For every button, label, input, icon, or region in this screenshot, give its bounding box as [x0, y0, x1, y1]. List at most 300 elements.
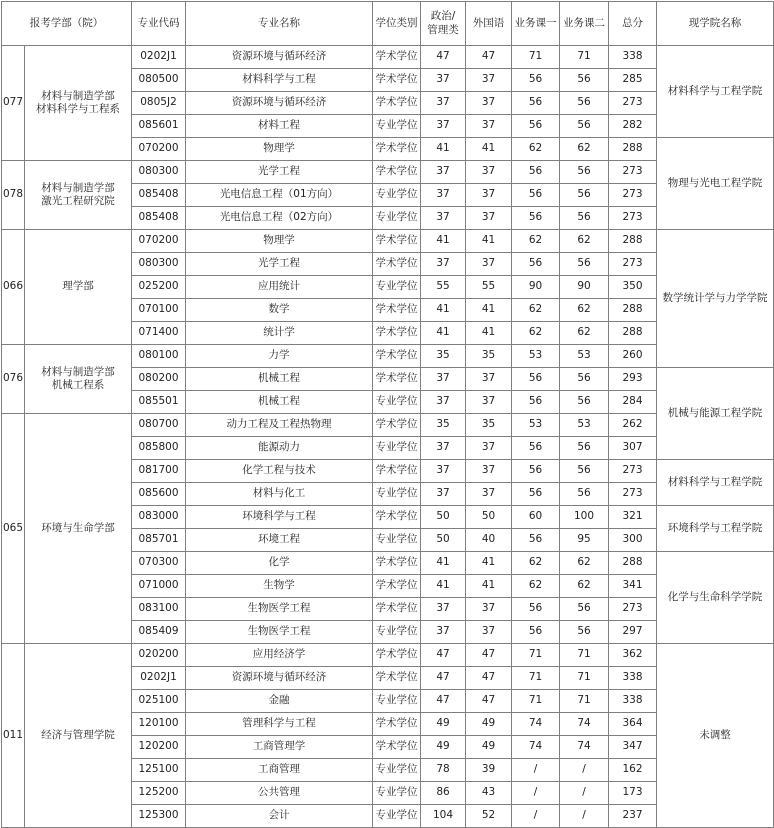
cell-code: 080700 [132, 414, 186, 437]
cell-type: 学术学位 [373, 575, 421, 598]
cell-politics: 37 [421, 483, 466, 506]
cell-total: 237 [609, 805, 657, 828]
cell-name: 动力工程及工程热物理 [186, 414, 373, 437]
cell-politics: 47 [421, 667, 466, 690]
cell-code: 083000 [132, 506, 186, 529]
cell-code: 085701 [132, 529, 186, 552]
cell-name: 物理学 [186, 230, 373, 253]
cell-type: 学术学位 [373, 299, 421, 322]
dept-code: 077 [2, 46, 25, 161]
cell-type: 学术学位 [373, 460, 421, 483]
cell-politics: 49 [421, 736, 466, 759]
cell-name: 应用经济学 [186, 644, 373, 667]
cell-politics: 47 [421, 46, 466, 69]
cell-foreign: 37 [466, 460, 512, 483]
cell-code: 085409 [132, 621, 186, 644]
cell-c2: 74 [560, 713, 609, 736]
cell-c1: 71 [512, 46, 560, 69]
cell-politics: 41 [421, 322, 466, 345]
cell-type: 专业学位 [373, 207, 421, 230]
cell-c2: 56 [560, 460, 609, 483]
cell-politics: 37 [421, 161, 466, 184]
dept-name [25, 345, 132, 414]
cell-code: 0202J1 [132, 667, 186, 690]
cell-total: 288 [609, 138, 657, 161]
cell-code: 085501 [132, 391, 186, 414]
cell-name: 化学 [186, 552, 373, 575]
cell-name: 材料工程 [186, 115, 373, 138]
cell-politics: 37 [421, 621, 466, 644]
cell-total: 262 [609, 414, 657, 437]
header-dept: 报考学部（院） [2, 2, 132, 46]
cell-c2: 100 [560, 506, 609, 529]
cell-foreign: 37 [466, 483, 512, 506]
cell-code: 070300 [132, 552, 186, 575]
cell-c1: 74 [512, 713, 560, 736]
cell-total: 364 [609, 713, 657, 736]
cell-total: 284 [609, 391, 657, 414]
cell-politics: 41 [421, 299, 466, 322]
cell-c2: 56 [560, 253, 609, 276]
cell-name: 应用统计 [186, 276, 373, 299]
cell-c2: 62 [560, 138, 609, 161]
cell-type: 学术学位 [373, 667, 421, 690]
cell-code: 080100 [132, 345, 186, 368]
cell-name: 资源环境与循环经济 [186, 46, 373, 69]
cell-type: 学术学位 [373, 552, 421, 575]
dept-name-line: 机械工程系 [51, 379, 105, 391]
cell-politics: 78 [421, 759, 466, 782]
dept-code: 078 [2, 161, 25, 230]
cell-code: 085408 [132, 207, 186, 230]
cell-foreign: 35 [466, 414, 512, 437]
cell-code: 071000 [132, 575, 186, 598]
cell-foreign: 37 [466, 161, 512, 184]
cell-c2: 53 [560, 345, 609, 368]
cell-c2: 56 [560, 368, 609, 391]
cell-type: 学术学位 [373, 345, 421, 368]
dept-name [25, 161, 132, 230]
cell-foreign: 55 [466, 276, 512, 299]
cell-type: 学术学位 [373, 46, 421, 69]
cell-name: 公共管理 [186, 782, 373, 805]
cell-total: 273 [609, 483, 657, 506]
cell-total: 307 [609, 437, 657, 460]
cell-code: 085600 [132, 483, 186, 506]
cell-total: 338 [609, 46, 657, 69]
dept-name-line: 材料与制造学部 [41, 181, 115, 194]
cell-foreign: 35 [466, 345, 512, 368]
cell-foreign: 50 [466, 506, 512, 529]
college-name: 化学与生命科学学院 [657, 552, 774, 644]
college-name: 环境科学与工程学院 [657, 506, 774, 552]
cell-code: 071400 [132, 322, 186, 345]
cell-foreign: 37 [466, 621, 512, 644]
cell-type: 专业学位 [373, 483, 421, 506]
cell-name: 资源环境与循环经济 [186, 92, 373, 115]
cell-type: 专业学位 [373, 391, 421, 414]
cell-total: 362 [609, 644, 657, 667]
table-row [2, 644, 774, 667]
cell-total: 173 [609, 782, 657, 805]
cell-c1: 60 [512, 506, 560, 529]
cell-type: 学术学位 [373, 92, 421, 115]
cell-foreign: 37 [466, 184, 512, 207]
cell-total: 338 [609, 667, 657, 690]
cell-c2: 56 [560, 483, 609, 506]
cell-foreign: 47 [466, 667, 512, 690]
cell-type: 学术学位 [373, 713, 421, 736]
cell-politics: 41 [421, 575, 466, 598]
cell-total: 260 [609, 345, 657, 368]
cell-foreign: 41 [466, 299, 512, 322]
admission-score-table [1, 1, 774, 828]
header-code: 专业代码 [132, 2, 186, 46]
cell-c1: 71 [512, 667, 560, 690]
cell-name: 会计 [186, 805, 373, 828]
cell-code: 025200 [132, 276, 186, 299]
cell-c1: 56 [512, 69, 560, 92]
header-politics [421, 2, 466, 46]
cell-total: 293 [609, 368, 657, 391]
cell-c1: 53 [512, 345, 560, 368]
cell-name: 工商管理学 [186, 736, 373, 759]
cell-total: 273 [609, 92, 657, 115]
cell-name: 材料与化工 [186, 483, 373, 506]
cell-politics: 50 [421, 529, 466, 552]
cell-code: 085408 [132, 184, 186, 207]
cell-total: 321 [609, 506, 657, 529]
cell-foreign: 41 [466, 552, 512, 575]
cell-code: 070200 [132, 138, 186, 161]
cell-politics: 41 [421, 552, 466, 575]
cell-code: 125100 [132, 759, 186, 782]
cell-foreign: 41 [466, 230, 512, 253]
table-row [2, 46, 774, 69]
cell-c2: 62 [560, 575, 609, 598]
cell-politics: 37 [421, 598, 466, 621]
cell-name: 机械工程 [186, 391, 373, 414]
header-course2: 业务课二 [560, 2, 609, 46]
cell-c2: / [560, 782, 609, 805]
dept-name [25, 46, 132, 161]
cell-name: 环境工程 [186, 529, 373, 552]
cell-politics: 49 [421, 713, 466, 736]
cell-code: 080300 [132, 253, 186, 276]
cell-total: 273 [609, 598, 657, 621]
cell-total: 273 [609, 161, 657, 184]
cell-c2: 56 [560, 92, 609, 115]
cell-c1: 53 [512, 414, 560, 437]
dept-name-line: 环境与生命学部 [41, 521, 115, 534]
cell-c2: 74 [560, 736, 609, 759]
cell-total: 288 [609, 552, 657, 575]
cell-c2: 62 [560, 299, 609, 322]
college-name: 数学统计学与力学学院 [657, 230, 774, 368]
cell-c2: 56 [560, 161, 609, 184]
cell-foreign: 37 [466, 92, 512, 115]
cell-code: 085601 [132, 115, 186, 138]
cell-name: 数学 [186, 299, 373, 322]
cell-foreign: 37 [466, 69, 512, 92]
dept-name-line: 材料与制造学部 [41, 89, 115, 102]
cell-politics: 47 [421, 644, 466, 667]
dept-code: 065 [2, 414, 25, 644]
cell-name: 化学工程与技术 [186, 460, 373, 483]
cell-c2: 95 [560, 529, 609, 552]
cell-name: 管理科学与工程 [186, 713, 373, 736]
dept-code: 066 [2, 230, 25, 345]
cell-c1: 56 [512, 161, 560, 184]
cell-foreign: 37 [466, 253, 512, 276]
cell-foreign: 47 [466, 46, 512, 69]
cell-foreign: 49 [466, 713, 512, 736]
header-type: 学位类别 [373, 2, 421, 46]
cell-c2: 56 [560, 598, 609, 621]
cell-foreign: 40 [466, 529, 512, 552]
cell-code: 125300 [132, 805, 186, 828]
header-college: 现学院名称 [657, 2, 774, 46]
cell-c1: 56 [512, 92, 560, 115]
dept-name-line: 经济与管理学院 [41, 728, 115, 741]
cell-total: 350 [609, 276, 657, 299]
college-name: 机械与能源工程学院 [657, 368, 774, 460]
cell-name: 光电信息工程（02方向） [186, 207, 373, 230]
dept-name [25, 230, 132, 345]
cell-foreign: 41 [466, 322, 512, 345]
cell-type: 学术学位 [373, 736, 421, 759]
header-foreign: 外国语 [466, 2, 512, 46]
cell-total: 273 [609, 460, 657, 483]
dept-code: 076 [2, 345, 25, 414]
cell-c1: 56 [512, 207, 560, 230]
cell-name: 环境科学与工程 [186, 506, 373, 529]
cell-name: 光学工程 [186, 161, 373, 184]
college-name: 物理与光电工程学院 [657, 138, 774, 230]
dept-name-line: 材料与制造学部 [41, 365, 115, 378]
cell-politics: 104 [421, 805, 466, 828]
cell-c1: 62 [512, 322, 560, 345]
cell-c1: 56 [512, 253, 560, 276]
cell-foreign: 41 [466, 138, 512, 161]
cell-type: 专业学位 [373, 805, 421, 828]
dept-name-line: 理学部 [62, 280, 94, 293]
cell-politics: 35 [421, 345, 466, 368]
cell-code: 120200 [132, 736, 186, 759]
cell-total: 338 [609, 690, 657, 713]
cell-type: 学术学位 [373, 161, 421, 184]
cell-foreign: 43 [466, 782, 512, 805]
cell-c1: 71 [512, 644, 560, 667]
header-course1: 业务课一 [512, 2, 560, 46]
cell-type: 专业学位 [373, 276, 421, 299]
cell-foreign: 37 [466, 391, 512, 414]
cell-politics: 37 [421, 207, 466, 230]
cell-code: 125200 [132, 782, 186, 805]
cell-name: 金融 [186, 690, 373, 713]
cell-c2: 71 [560, 667, 609, 690]
cell-politics: 47 [421, 690, 466, 713]
cell-c1: 62 [512, 299, 560, 322]
cell-code: 020200 [132, 644, 186, 667]
cell-politics: 37 [421, 184, 466, 207]
cell-name: 机械工程 [186, 368, 373, 391]
cell-c1: 56 [512, 184, 560, 207]
cell-name: 光电信息工程（01方向） [186, 184, 373, 207]
cell-c2: 56 [560, 437, 609, 460]
cell-type: 学术学位 [373, 368, 421, 391]
cell-c1: 62 [512, 575, 560, 598]
cell-politics: 37 [421, 437, 466, 460]
cell-name: 物理学 [186, 138, 373, 161]
cell-total: 288 [609, 299, 657, 322]
cell-c2: / [560, 759, 609, 782]
cell-total: 273 [609, 207, 657, 230]
cell-c2: 62 [560, 552, 609, 575]
cell-politics: 37 [421, 92, 466, 115]
cell-c2: 56 [560, 69, 609, 92]
cell-c1: 56 [512, 621, 560, 644]
cell-total: 300 [609, 529, 657, 552]
cell-c2: 56 [560, 184, 609, 207]
cell-name: 统计学 [186, 322, 373, 345]
cell-foreign: 41 [466, 575, 512, 598]
cell-type: 专业学位 [373, 690, 421, 713]
cell-foreign: 37 [466, 115, 512, 138]
table-body [2, 46, 774, 828]
cell-name: 生物医学工程 [186, 598, 373, 621]
cell-type: 专业学位 [373, 782, 421, 805]
cell-type: 专业学位 [373, 529, 421, 552]
cell-type: 学术学位 [373, 69, 421, 92]
cell-total: 162 [609, 759, 657, 782]
cell-c1: / [512, 759, 560, 782]
dept-name [25, 414, 132, 644]
header-name: 专业名称 [186, 2, 373, 46]
cell-name: 工商管理 [186, 759, 373, 782]
header-total: 总分 [609, 2, 657, 46]
dept-name-line: 材料科学与工程系 [36, 103, 120, 115]
cell-type: 专业学位 [373, 621, 421, 644]
cell-foreign: 37 [466, 207, 512, 230]
cell-c2: 62 [560, 230, 609, 253]
cell-type: 学术学位 [373, 253, 421, 276]
cell-code: 070100 [132, 299, 186, 322]
college-name: 材料科学与工程学院 [657, 46, 774, 138]
dept-name-line: 激光工程研究院 [41, 195, 115, 207]
cell-total: 347 [609, 736, 657, 759]
cell-c2: 71 [560, 46, 609, 69]
cell-code: 080200 [132, 368, 186, 391]
cell-code: 0805J2 [132, 92, 186, 115]
cell-politics: 37 [421, 69, 466, 92]
dept-name [25, 644, 132, 828]
cell-code: 070200 [132, 230, 186, 253]
cell-code: 080500 [132, 69, 186, 92]
cell-total: 285 [609, 69, 657, 92]
cell-c1: / [512, 805, 560, 828]
cell-c1: 56 [512, 598, 560, 621]
cell-politics: 41 [421, 230, 466, 253]
cell-c2: 56 [560, 207, 609, 230]
cell-name: 资源环境与循环经济 [186, 667, 373, 690]
cell-total: 297 [609, 621, 657, 644]
cell-foreign: 37 [466, 368, 512, 391]
cell-c2: 53 [560, 414, 609, 437]
cell-type: 专业学位 [373, 115, 421, 138]
cell-type: 专业学位 [373, 759, 421, 782]
cell-name: 材料科学与工程 [186, 69, 373, 92]
cell-code: 085800 [132, 437, 186, 460]
cell-name: 生物学 [186, 575, 373, 598]
cell-foreign: 37 [466, 598, 512, 621]
cell-politics: 41 [421, 138, 466, 161]
cell-total: 341 [609, 575, 657, 598]
header-politics-line2: 管理类 [427, 23, 459, 36]
table-row [2, 230, 774, 253]
cell-type: 学术学位 [373, 414, 421, 437]
cell-name: 光学工程 [186, 253, 373, 276]
cell-total: 288 [609, 230, 657, 253]
cell-c1: 56 [512, 368, 560, 391]
cell-code: 120100 [132, 713, 186, 736]
cell-c1: 74 [512, 736, 560, 759]
cell-c1: 62 [512, 138, 560, 161]
cell-c1: 56 [512, 391, 560, 414]
cell-total: 288 [609, 322, 657, 345]
cell-politics: 37 [421, 391, 466, 414]
cell-name: 生物医学工程 [186, 621, 373, 644]
cell-type: 专业学位 [373, 184, 421, 207]
cell-politics: 37 [421, 253, 466, 276]
cell-politics: 55 [421, 276, 466, 299]
cell-type: 学术学位 [373, 322, 421, 345]
cell-c2: 56 [560, 621, 609, 644]
cell-foreign: 49 [466, 736, 512, 759]
cell-total: 273 [609, 253, 657, 276]
cell-c2: 71 [560, 690, 609, 713]
cell-c1: 56 [512, 115, 560, 138]
header-row [2, 2, 774, 46]
cell-code: 0202J1 [132, 46, 186, 69]
cell-c2: 90 [560, 276, 609, 299]
header-politics-line1: 政治/ [430, 10, 456, 23]
cell-c1: 56 [512, 483, 560, 506]
cell-foreign: 39 [466, 759, 512, 782]
cell-c1: 62 [512, 230, 560, 253]
cell-c1: 56 [512, 460, 560, 483]
cell-politics: 50 [421, 506, 466, 529]
cell-name: 力学 [186, 345, 373, 368]
cell-c1: 56 [512, 529, 560, 552]
cell-c2: / [560, 805, 609, 828]
cell-code: 083100 [132, 598, 186, 621]
cell-code: 080300 [132, 161, 186, 184]
cell-c2: 56 [560, 391, 609, 414]
cell-c1: 90 [512, 276, 560, 299]
cell-total: 273 [609, 184, 657, 207]
cell-type: 学术学位 [373, 644, 421, 667]
cell-foreign: 37 [466, 437, 512, 460]
cell-code: 081700 [132, 460, 186, 483]
dept-code: 011 [2, 644, 25, 828]
cell-type: 学术学位 [373, 598, 421, 621]
cell-politics: 35 [421, 414, 466, 437]
college-name: 材料科学与工程学院 [657, 460, 774, 506]
cell-c1: 62 [512, 552, 560, 575]
cell-politics: 37 [421, 460, 466, 483]
cell-c1: / [512, 782, 560, 805]
